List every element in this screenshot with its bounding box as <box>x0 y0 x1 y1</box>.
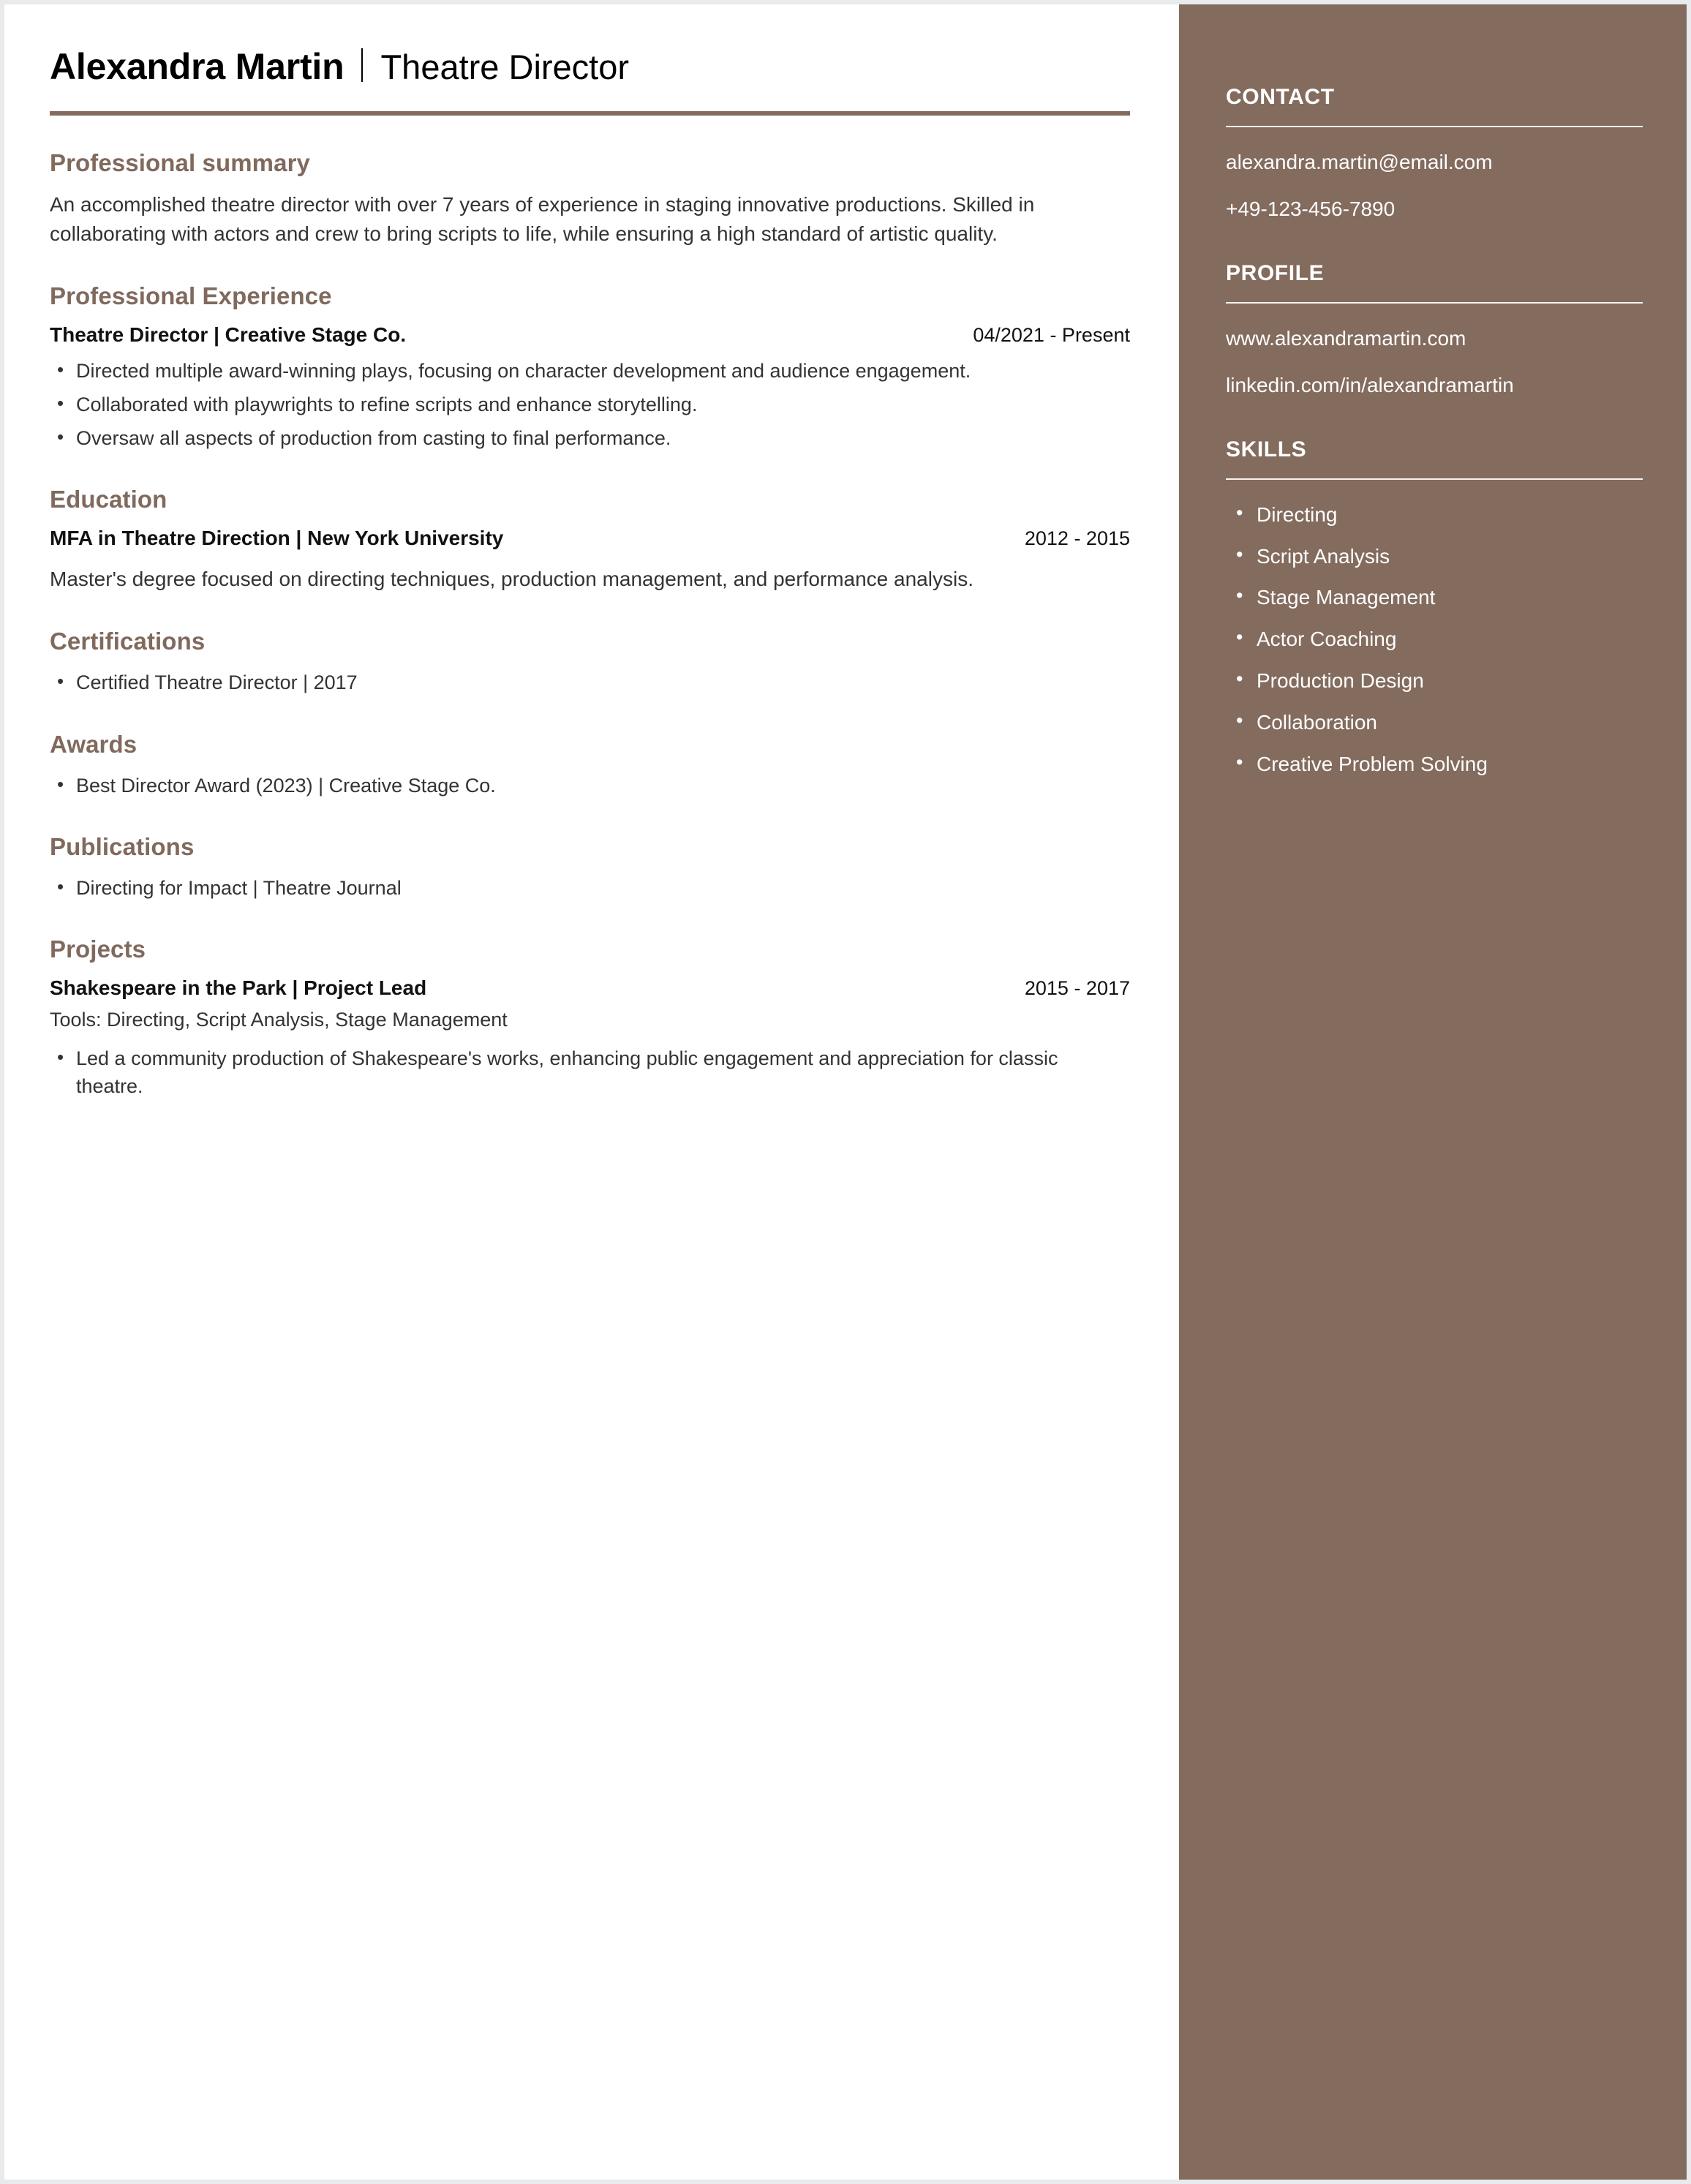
sidebar-section-contact <box>1226 85 1643 223</box>
profile-website-link[interactable]: www.alexandramartin.com <box>1226 326 1466 350</box>
resume-header <box>45 45 1132 88</box>
education-entry <box>50 527 1132 594</box>
section-publications <box>45 833 1132 902</box>
project-bullet-list <box>50 1044 1132 1101</box>
section-certifications <box>45 628 1132 696</box>
sidebar-heading-profile: PROFILE <box>1226 260 1325 285</box>
profile-linkedin-link[interactable]: linkedin.com/in/alexandramartin <box>1226 374 1514 397</box>
section-heading-certifications: Certifications <box>50 628 206 655</box>
experience-entry <box>50 323 1132 453</box>
section-education <box>45 486 1132 594</box>
list-item: • Led a community production of Shakespeare's works, enhancing public engagement and appreciation for classic theatre. <box>50 1044 1122 1101</box>
list-item: • Directing <box>1226 502 1643 529</box>
section-heading-projects: Projects <box>50 935 146 963</box>
list-item: • Stage Management <box>1226 584 1643 611</box>
list-item: • Certified Theatre Director | 2017 <box>50 669 1122 696</box>
section-professional-summary <box>45 149 1132 249</box>
project-entry-title: Shakespeare in the Park | Project Lead <box>50 976 427 1000</box>
contact-phone[interactable]: +49-123-456-7890 <box>1226 197 1396 221</box>
section-projects <box>45 935 1132 1100</box>
list-item: • Oversaw all aspects of production from casting to final performance. <box>50 424 1122 452</box>
section-heading-awards: Awards <box>50 730 138 758</box>
page-title: Alexandra Martin <box>50 46 344 87</box>
sidebar-section-skills <box>1226 437 1643 779</box>
header-rule <box>50 111 1130 116</box>
title-divider <box>361 48 363 82</box>
list-item: • Creative Problem Solving <box>1226 751 1643 778</box>
list-item: • Script Analysis <box>1226 543 1643 571</box>
education-entry-title: MFA in Theatre Direction | New York University <box>50 527 504 550</box>
list-item: • Best Director Award (2023) | Creative Stage Co. <box>50 772 1122 799</box>
list-item: • Directing for Impact | Theatre Journal <box>50 874 1122 902</box>
education-entry-header <box>50 527 1130 550</box>
sidebar-divider-skills <box>1226 478 1643 480</box>
awards-list <box>50 772 1132 799</box>
sidebar-heading-skills: SKILLS <box>1226 437 1307 462</box>
list-item: • Directed multiple award-winning plays, focusing on character development and audience engagement. <box>50 357 1122 385</box>
education-entry-date: 2012 - 2015 <box>1024 527 1130 550</box>
contact-email[interactable]: alexandra.martin@email.com <box>1226 151 1493 173</box>
education-description: Master's degree focused on directing techniques, production management, and performance analysis. <box>50 568 973 591</box>
section-awards <box>45 731 1132 799</box>
sidebar-section-profile <box>1226 261 1643 399</box>
main-column <box>4 4 1179 2180</box>
section-heading-education: Education <box>50 486 167 513</box>
certifications-list <box>50 669 1132 696</box>
section-heading-publications: Publications <box>50 832 195 860</box>
section-heading-summary: Professional summary <box>50 149 310 176</box>
project-entry-date: 2015 - 2017 <box>1024 977 1130 1000</box>
project-entry <box>50 976 1132 1100</box>
experience-bullet-list <box>50 357 1132 453</box>
sidebar-divider-profile <box>1226 302 1643 304</box>
project-tools: Tools: Directing, Script Analysis, Stage Management <box>50 1009 508 1031</box>
sidebar <box>1179 4 1687 2180</box>
job-title: Theatre Director <box>380 48 630 86</box>
resume-page <box>4 4 1687 2180</box>
list-item: • Collaborated with playwrights to refine scripts and enhance storytelling. <box>50 391 1122 418</box>
sidebar-heading-contact: CONTACT <box>1226 85 1335 109</box>
summary-text: An accomplished theatre director with over 7 years of experience in staging innovative productions. Skilled in collaborating with actors and crew to bring scripts to life, while ensuring a high standard of artistic quality. <box>50 193 1035 245</box>
experience-entry-header <box>50 323 1130 347</box>
spacer <box>50 554 1132 565</box>
list-item: • Actor Coaching <box>1226 626 1643 653</box>
skills-list <box>1226 502 1643 779</box>
experience-entry-date: 04/2021 - Present <box>973 323 1130 346</box>
publications-list <box>50 874 1132 902</box>
project-entry-header <box>50 976 1130 1000</box>
sidebar-divider-contact <box>1226 126 1643 127</box>
list-item: • Production Design <box>1226 668 1643 695</box>
list-item: • Collaboration <box>1226 709 1643 737</box>
section-heading-experience: Professional Experience <box>50 282 332 309</box>
experience-entry-title: Theatre Director | Creative Stage Co. <box>50 323 407 346</box>
section-professional-experience <box>45 282 1132 453</box>
